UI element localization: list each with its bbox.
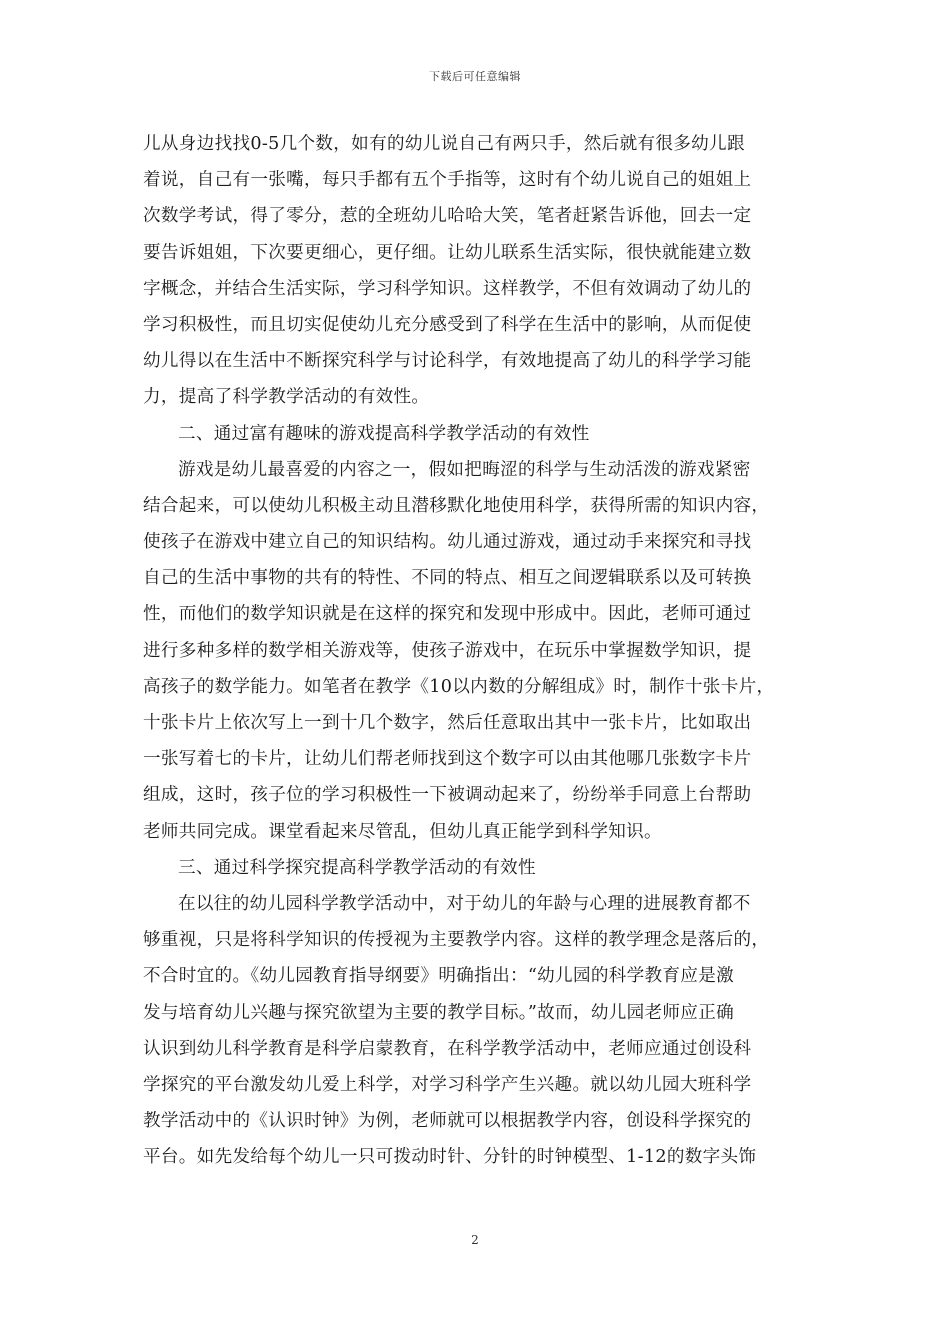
body-line: 学习积极性，而且切实促使幼儿充分感受到了科学在生活中的影响，从而促使	[143, 314, 752, 335]
body-line: 力，提高了科学教学活动的有效性。	[143, 387, 430, 408]
body-line: 着说，自己有一张嘴，每只手都有五个手指等，这时有个幼儿说自己的姐姐上	[143, 170, 752, 191]
body-line: 老师共同完成。课堂看起来尽管乱，但幼儿真正能学到科学知识。	[143, 821, 662, 842]
body-line: 认识到幼儿科学教育是科学启蒙教育，在科学教学活动中，老师应通过创设科	[143, 1038, 752, 1059]
section-heading: 二、通过富有趣味的游戏提高科学教学活动的有效性	[178, 423, 590, 444]
document-body	[143, 126, 813, 1175]
page-header: 下载后可任意编辑	[429, 70, 521, 83]
body-line: 进行多种多样的数学相关游戏等，使孩子游戏中，在玩乐中掌握数学知识，提	[143, 640, 752, 661]
body-line: 自己的生活中事物的共有的特性、不同的特点、相互之间逻辑联系以及可转换	[143, 568, 752, 589]
body-line: 要告诉姐姐，下次要更细心，更仔细。让幼儿联系生活实际，很快就能建立数	[143, 242, 752, 263]
body-line: 结合起来，可以使幼儿积极主动且潜移默化地使用科学，获得所需的知识内容，	[143, 495, 770, 516]
page-number: 2	[471, 1233, 479, 1247]
body-line: 幼儿得以在生活中不断探究科学与讨论科学，有效地提高了幼儿的科学学习能	[143, 351, 752, 372]
body-line: 儿从身边找找0-5几个数，如有的幼儿说自己有两只手，然后就有很多幼儿跟	[143, 134, 745, 154]
body-line: 高孩子的数学能力。如笔者在教学《10以内数的分解组成》时，制作十张卡片，	[143, 676, 775, 697]
body-line: 一张写着七的卡片，让幼儿们帮老师找到这个数字可以由其他哪几张数字卡片	[143, 749, 752, 770]
body-line: 字概念，并结合生活实际，学习科学知识。这样教学，不但有效调动了幼儿的	[143, 278, 752, 299]
body-line: 发与培育幼儿兴趣与探究欲望为主要的教学目标。”故而，幼儿园老师应正确	[143, 1002, 734, 1023]
body-line: 组成，这时，孩子位的学习积极性一下被调动起来了，纷纷举手同意上台帮助	[143, 785, 752, 806]
body-line: 平台。如先发给每个幼儿一只可拨动时针、分针的时钟模型、1-12的数字头饰	[143, 1147, 757, 1168]
body-line: 十张卡片上依次写上一到十几个数字，然后任意取出其中一张卡片，比如取出	[143, 713, 752, 733]
body-line: 在以往的幼儿园科学教学活动中，对于幼儿的年龄与心理的进展教育都不	[178, 893, 751, 914]
section-heading: 三、通过科学探究提高科学教学活动的有效性	[178, 857, 536, 878]
body-line: 性，而他们的数学知识就是在这样的探究和发现中形成中。因此，老师可通过	[143, 604, 752, 625]
body-line: 教学活动中的《认识时钟》为例，老师就可以根据教学内容，创设科学探究的	[143, 1111, 752, 1132]
body-line: 次数学考试，得了零分，惹的全班幼儿哈哈大笑，笔者赶紧告诉他，回去一定	[143, 206, 752, 227]
body-line: 不合时宜的。《幼儿园教育指导纲要》明确指出：“幼儿园的科学教育应是激	[143, 966, 734, 987]
body-line: 游戏是幼儿最喜爱的内容之一，假如把晦涩的科学与生动活泼的游戏紧密	[178, 459, 751, 480]
body-line: 学探究的平台激发幼儿爱上科学，对学习科学产生兴趣。就以幼儿园大班科学	[143, 1074, 752, 1095]
body-line: 够重视，只是将科学知识的传授视为主要教学内容。这样的教学理念是落后的，	[143, 930, 770, 951]
body-line: 使孩子在游戏中建立自己的知识结构。幼儿通过游戏，通过动手来探究和寻找	[143, 532, 752, 553]
